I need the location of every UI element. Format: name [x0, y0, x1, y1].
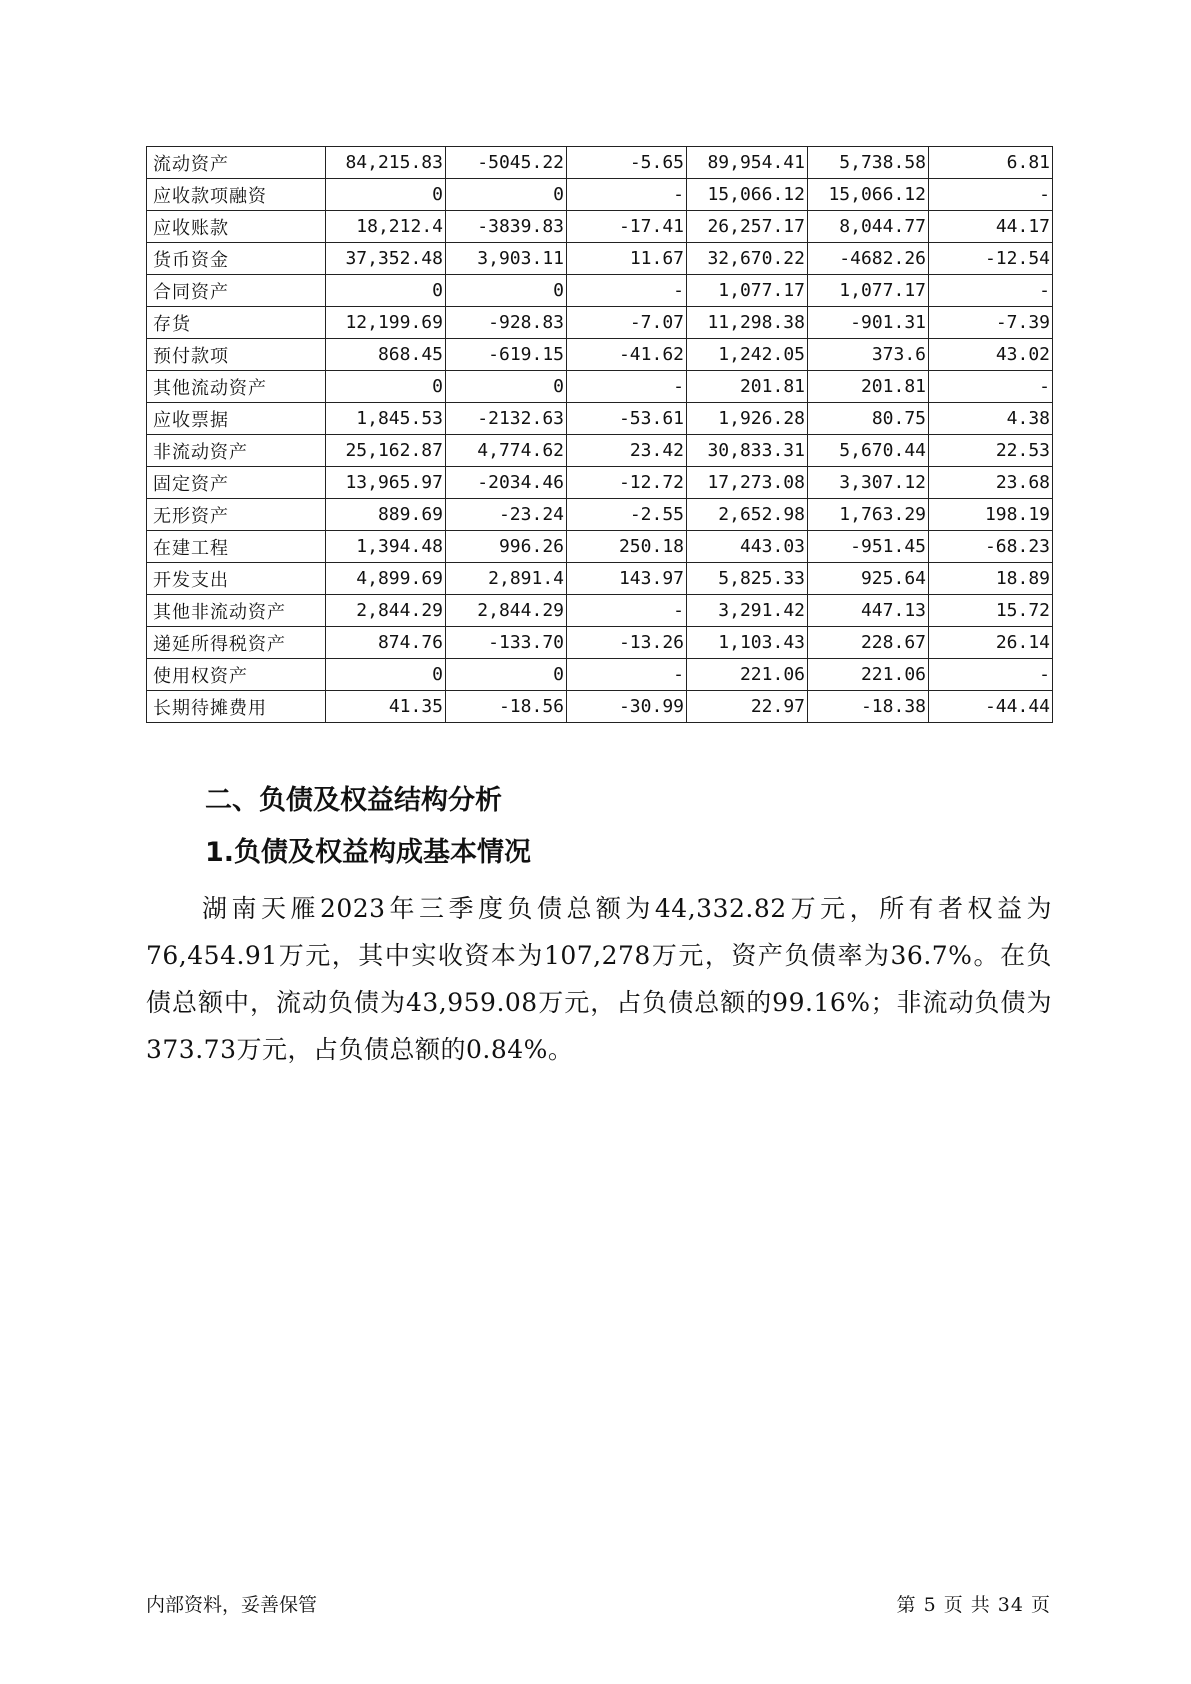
value-cell: 1,763.29 — [808, 499, 929, 531]
value-cell: - — [929, 179, 1053, 211]
value-cell: 1,845.53 — [326, 403, 446, 435]
row-label-cell: 应收账款 — [147, 211, 326, 243]
row-label-cell: 货币资金 — [147, 243, 326, 275]
value-cell: 1,077.17 — [687, 275, 808, 307]
table-row — [147, 659, 1053, 691]
value-cell: 18,212.4 — [326, 211, 446, 243]
row-label-cell: 在建工程 — [147, 531, 326, 563]
table-row — [147, 147, 1053, 179]
value-cell: 23.42 — [567, 435, 687, 467]
value-cell: 44.17 — [929, 211, 1053, 243]
value-cell: -17.41 — [567, 211, 687, 243]
table-row — [147, 531, 1053, 563]
value-cell: 201.81 — [808, 371, 929, 403]
table-row — [147, 179, 1053, 211]
value-cell: 198.19 — [929, 499, 1053, 531]
value-cell: 889.69 — [326, 499, 446, 531]
value-cell: - — [567, 275, 687, 307]
value-cell: 30,833.31 — [687, 435, 808, 467]
value-cell: 447.13 — [808, 595, 929, 627]
value-cell: 0 — [326, 371, 446, 403]
value-cell: 0 — [446, 659, 567, 691]
table-row — [147, 211, 1053, 243]
table-row — [147, 243, 1053, 275]
value-cell: 23.68 — [929, 467, 1053, 499]
value-cell: -41.62 — [567, 339, 687, 371]
value-cell: - — [567, 595, 687, 627]
table-row — [147, 627, 1053, 659]
row-label-cell: 无形资产 — [147, 499, 326, 531]
value-cell: 0 — [446, 275, 567, 307]
value-cell: - — [567, 179, 687, 211]
value-cell: -44.44 — [929, 691, 1053, 723]
table-row — [147, 371, 1053, 403]
value-cell: - — [929, 371, 1053, 403]
table-row — [147, 339, 1053, 371]
value-cell: -4682.26 — [808, 243, 929, 275]
value-cell: -68.23 — [929, 531, 1053, 563]
value-cell: 3,291.42 — [687, 595, 808, 627]
value-cell: -12.54 — [929, 243, 1053, 275]
value-cell: - — [567, 659, 687, 691]
table-row — [147, 691, 1053, 723]
value-cell: 250.18 — [567, 531, 687, 563]
section-title: 二、负债及权益结构分析 — [205, 785, 502, 816]
value-cell: 868.45 — [326, 339, 446, 371]
value-cell: -13.26 — [567, 627, 687, 659]
value-cell: 925.64 — [808, 563, 929, 595]
row-label-cell: 开发支出 — [147, 563, 326, 595]
value-cell: 5,670.44 — [808, 435, 929, 467]
value-cell: -133.70 — [446, 627, 567, 659]
value-cell: -5045.22 — [446, 147, 567, 179]
value-cell: 6.81 — [929, 147, 1053, 179]
value-cell: -901.31 — [808, 307, 929, 339]
value-cell: 5,825.33 — [687, 563, 808, 595]
value-cell: 4,899.69 — [326, 563, 446, 595]
value-cell: 17,273.08 — [687, 467, 808, 499]
value-cell: 89,954.41 — [687, 147, 808, 179]
value-cell: 41.35 — [326, 691, 446, 723]
value-cell: -2132.63 — [446, 403, 567, 435]
value-cell: 32,670.22 — [687, 243, 808, 275]
table-row — [147, 499, 1053, 531]
value-cell: 2,652.98 — [687, 499, 808, 531]
table-row — [147, 563, 1053, 595]
row-label-cell: 预付款项 — [147, 339, 326, 371]
value-cell: - — [567, 371, 687, 403]
table-row — [147, 435, 1053, 467]
value-cell: 0 — [326, 275, 446, 307]
value-cell: 373.6 — [808, 339, 929, 371]
value-cell: -928.83 — [446, 307, 567, 339]
value-cell: 1,103.43 — [687, 627, 808, 659]
value-cell: -951.45 — [808, 531, 929, 563]
row-label-cell: 固定资产 — [147, 467, 326, 499]
value-cell: 15.72 — [929, 595, 1053, 627]
value-cell: 0 — [326, 179, 446, 211]
value-cell: 3,307.12 — [808, 467, 929, 499]
value-cell: 84,215.83 — [326, 147, 446, 179]
footer-page-number: 第 5 页 共 34 页 — [896, 1594, 1051, 1616]
value-cell: - — [929, 275, 1053, 307]
subsection-title: 1.负债及权益构成基本情况 — [205, 837, 532, 868]
value-cell: 15,066.12 — [687, 179, 808, 211]
value-cell: -7.39 — [929, 307, 1053, 339]
row-label-cell: 非流动资产 — [147, 435, 326, 467]
value-cell: 1,926.28 — [687, 403, 808, 435]
value-cell: 4,774.62 — [446, 435, 567, 467]
value-cell: 25,162.87 — [326, 435, 446, 467]
value-cell: -23.24 — [446, 499, 567, 531]
value-cell: 5,738.58 — [808, 147, 929, 179]
value-cell: 26,257.17 — [687, 211, 808, 243]
table-row — [147, 307, 1053, 339]
row-label-cell: 存货 — [147, 307, 326, 339]
asset-change-table — [146, 146, 1053, 723]
value-cell: 3,903.11 — [446, 243, 567, 275]
value-cell: - — [929, 659, 1053, 691]
value-cell: -18.56 — [446, 691, 567, 723]
value-cell: 13,965.97 — [326, 467, 446, 499]
value-cell: -2034.46 — [446, 467, 567, 499]
table-body — [147, 147, 1053, 723]
value-cell: -2.55 — [567, 499, 687, 531]
value-cell: 874.76 — [326, 627, 446, 659]
row-label-cell: 流动资产 — [147, 147, 326, 179]
value-cell: 11.67 — [567, 243, 687, 275]
value-cell: 18.89 — [929, 563, 1053, 595]
value-cell: -7.07 — [567, 307, 687, 339]
value-cell: 221.06 — [808, 659, 929, 691]
value-cell: -5.65 — [567, 147, 687, 179]
value-cell: 37,352.48 — [326, 243, 446, 275]
row-label-cell: 长期待摊费用 — [147, 691, 326, 723]
footer-confidential-note: 内部资料，妥善保管 — [146, 1594, 318, 1616]
row-label-cell: 其他流动资产 — [147, 371, 326, 403]
body-paragraph: 湖南天雁2023年三季度负债总额为44,332.82万元，所有者权益为76,454.91万元，其中实收资本为107,278万元，资产负债率为36.7%。在负债总额中，流动负债为43,959.08万元，占负债总额的99.16%；非流动负债为373.73万元，占负债总额的0.84%。 — [146, 894, 1052, 1064]
value-cell: -30.99 — [567, 691, 687, 723]
value-cell: -3839.83 — [446, 211, 567, 243]
value-cell: 43.02 — [929, 339, 1053, 371]
value-cell: 221.06 — [687, 659, 808, 691]
row-label-cell: 应收款项融资 — [147, 179, 326, 211]
value-cell: 0 — [446, 179, 567, 211]
value-cell: 8,044.77 — [808, 211, 929, 243]
value-cell: 22.97 — [687, 691, 808, 723]
value-cell: 201.81 — [687, 371, 808, 403]
row-label-cell: 合同资产 — [147, 275, 326, 307]
value-cell: 0 — [326, 659, 446, 691]
value-cell: 11,298.38 — [687, 307, 808, 339]
value-cell: 12,199.69 — [326, 307, 446, 339]
table-row — [147, 275, 1053, 307]
value-cell: 80.75 — [808, 403, 929, 435]
value-cell: -18.38 — [808, 691, 929, 723]
value-cell: -619.15 — [446, 339, 567, 371]
value-cell: -12.72 — [567, 467, 687, 499]
value-cell: 4.38 — [929, 403, 1053, 435]
value-cell: 26.14 — [929, 627, 1053, 659]
value-cell: 228.67 — [808, 627, 929, 659]
value-cell: 15,066.12 — [808, 179, 929, 211]
value-cell: 1,394.48 — [326, 531, 446, 563]
value-cell: 2,844.29 — [446, 595, 567, 627]
value-cell: 22.53 — [929, 435, 1053, 467]
value-cell: -53.61 — [567, 403, 687, 435]
row-label-cell: 递延所得税资产 — [147, 627, 326, 659]
value-cell: 0 — [446, 371, 567, 403]
table-row — [147, 403, 1053, 435]
value-cell: 2,844.29 — [326, 595, 446, 627]
table-row — [147, 467, 1053, 499]
value-cell: 996.26 — [446, 531, 567, 563]
table-row — [147, 595, 1053, 627]
row-label-cell: 应收票据 — [147, 403, 326, 435]
row-label-cell: 使用权资产 — [147, 659, 326, 691]
value-cell: 143.97 — [567, 563, 687, 595]
value-cell: 2,891.4 — [446, 563, 567, 595]
value-cell: 443.03 — [687, 531, 808, 563]
value-cell: 1,077.17 — [808, 275, 929, 307]
value-cell: 1,242.05 — [687, 339, 808, 371]
row-label-cell: 其他非流动资产 — [147, 595, 326, 627]
